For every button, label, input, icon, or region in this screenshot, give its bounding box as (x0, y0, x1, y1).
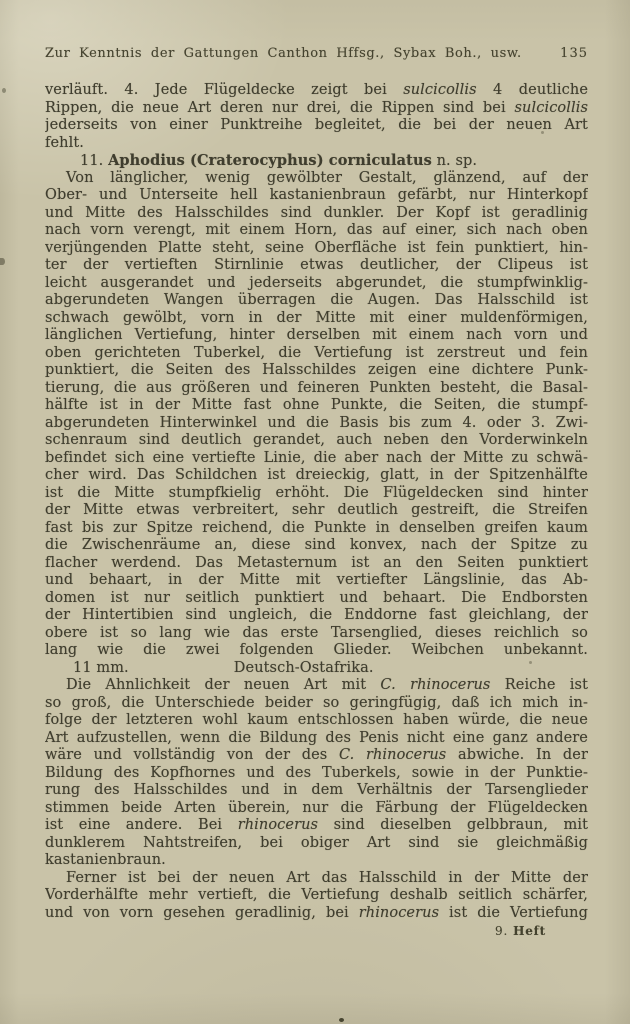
text-body (45, 82, 588, 922)
text-segment: abwiche. In der (446, 747, 588, 763)
text-line (45, 572, 588, 590)
text-segment: Art aufzustellen, wenn die Bildung des Penis nicht eine ganz andere (45, 729, 588, 746)
bold-species-name: Aphodius (Craterocyphus) corniculatus (108, 152, 432, 169)
text-line (45, 677, 588, 695)
text-line (45, 327, 588, 345)
text-segment: abgerundeten Hinterwinkel und die Basis bis zum 4. oder 3. Zwi- (45, 414, 588, 431)
text-segment: oben gerichteten Tuberkel, die Vertiefung ist zerstreut und fein (45, 344, 588, 361)
text-line (45, 537, 588, 555)
page-number: 135 (560, 46, 588, 61)
text-segment: und behaart, in der Mitte mit vertiefter Längslinie, das Ab- (45, 572, 588, 588)
text-segment: 11. (80, 153, 109, 169)
text-segment: wäre und vollständig von der des (45, 747, 339, 763)
text-line (45, 100, 588, 118)
text-segment: Bildung des Kopfhornes und des Tuberkels, sowie in der Punktie- (45, 764, 588, 781)
scan-artifact (529, 661, 532, 664)
text-segment: domen ist nur seitlich punktiert und behaart. Die Endborsten (45, 589, 588, 606)
text-segment: Ferner ist bei der neuen Art das Halsschild in der Mitte der (66, 869, 588, 886)
text-segment: der Mitte etwas verbreitert, sehr deutlich gestreift, die Streifen (45, 502, 588, 518)
text-segment: Ober- und Unterseite hell kastanienbraun gefärbt, nur Hinterkopf (45, 187, 588, 203)
italic-species-name: rhinocerus (358, 904, 440, 921)
text-segment: abgerundeten Wangen überragen die Augen. Das Halsschild ist (45, 292, 588, 308)
italic-species-name: sulcicollis (514, 99, 588, 116)
text-segment: 4 deutliche (476, 82, 588, 98)
text-line (45, 502, 588, 520)
text-line (45, 117, 588, 135)
text-segment: ist die Vertiefung (439, 904, 588, 921)
text-line (45, 380, 588, 398)
text-segment: kastanienbraun. (45, 852, 166, 868)
italic-species-name: C. rhinocerus (338, 747, 447, 763)
text-line (45, 870, 588, 888)
text-line (45, 730, 588, 748)
scan-artifact (541, 131, 544, 134)
text-segment: hälfte ist in der Mitte fast ohne Punkte, die Seiten, die stumpf- (45, 397, 588, 413)
text-line (45, 625, 588, 643)
scan-artifact (339, 1018, 344, 1022)
text-segment: fast bis zur Spitze reichend, die Punkte in denselben greifen kaum (45, 519, 588, 536)
text-segment: ist eine andere. Bei (45, 817, 238, 833)
text-segment: Die Ähnlichkeit der neuen Art mit (66, 677, 381, 693)
comparison-paragraph (45, 677, 588, 870)
text-line (45, 835, 588, 853)
text-segment: Vorderhälfte mehr vertieft, die Vertiefung deshalb seitlich schärfer, (45, 887, 588, 903)
measurement-locality-line (45, 660, 588, 678)
text-line (45, 257, 588, 275)
description-paragraph (45, 170, 588, 660)
text-line (45, 800, 588, 818)
text-segment: jederseits von einer Punktreihe begleitet, die bei der neuen Art (45, 117, 588, 133)
text-segment: punktiert, die Seiten des Halsschildes zeigen eine dichtere Punk- (45, 362, 588, 378)
text-line (45, 432, 588, 450)
paragraph-continuation (45, 82, 588, 152)
text-line (45, 82, 588, 100)
text-line (45, 782, 588, 800)
text-segment: dunklerem Nahtstreifen, bei obiger Art sind sie gleichmäßig (45, 834, 588, 851)
issue-number: 9. (495, 924, 509, 938)
text-segment: Deutsch-Ostafrika. (233, 659, 374, 676)
text-segment: flacher werdend. Das Metasternum ist an den Seiten punktiert (45, 554, 588, 571)
scan-artifact (2, 88, 6, 93)
text-line (45, 135, 588, 153)
text-segment: 11 mm. (73, 659, 129, 676)
italic-species-name: sulcicollis (403, 82, 477, 98)
text-line (45, 712, 588, 730)
text-segment: Reiche ist (490, 677, 588, 693)
text-line (45, 187, 588, 205)
text-segment: so groß, die Unterschiede beider so geringfügig, daß ich mich in- (45, 694, 588, 711)
text-line (45, 695, 588, 713)
text-line (45, 467, 588, 485)
text-segment: Rippen, die neue Art deren nur drei, die Rippen sind bei (45, 99, 515, 116)
text-segment: schwach gewölbt, vorn in der Mitte mit einer muldenförmigen, (45, 309, 588, 326)
text-segment: schenraum sind deutlich gerandet, auch neben den Vorderwinkeln (45, 432, 588, 448)
text-line (45, 205, 588, 223)
text-segment: der Hintertibien sind ungleich, die Enddorne fast gleichlang, der (45, 607, 588, 623)
text-segment: ter der vertieften Stirnlinie etwas deutlicher, der Clipeus ist (45, 257, 588, 273)
text-line (45, 275, 588, 293)
text-line (45, 660, 588, 678)
text-segment: leicht ausgerandet und jederseits abgerundet, die stumpfwinklig- (45, 274, 588, 291)
text-line (45, 240, 588, 258)
footer (495, 924, 546, 938)
text-segment: sind dieselben gelbbraun, mit (318, 817, 588, 833)
text-line (45, 362, 588, 380)
text-line (45, 450, 588, 468)
text-line (45, 590, 588, 608)
text-segment: lang wie die zwei folgenden Glieder. Weibchen unbekannt. (45, 642, 588, 658)
text-segment: befindet sich eine vertiefte Linie, die aber nach der Mitte zu schwä- (45, 449, 588, 466)
running-header-title: Zur Kenntnis der Gattungen Canthon Hffsg., Sybax Boh., usw. (45, 46, 522, 61)
text-segment: ist die Mitte stumpfkielig erhöht. Die Flügeldecken sind hinter (45, 484, 588, 501)
text-line (45, 905, 588, 923)
text-line (45, 397, 588, 415)
text-segment: fehlt. (45, 134, 84, 151)
text-line (45, 152, 588, 170)
text-segment: und Mitte des Halsschildes sind dunkler. Der Kopf ist geradlinig (45, 204, 588, 221)
text-line (45, 345, 588, 363)
text-segment: nach vorn verengt, mit einem Horn, das auf einer, sich nach oben (45, 222, 588, 238)
text-segment: cher wird. Das Schildchen ist dreieckig, glatt, in der Spitzenhälfte (45, 467, 588, 483)
text-line (45, 292, 588, 310)
text-line (45, 817, 588, 835)
text-segment: Von länglicher, wenig gewölbter Gestalt, glänzend, auf der (66, 169, 588, 186)
text-line (45, 887, 588, 905)
text-line (45, 310, 588, 328)
text-segment: und von vorn gesehen geradlinig, bei (45, 904, 359, 921)
text-line (45, 485, 588, 503)
text-line (45, 555, 588, 573)
text-line (45, 222, 588, 240)
issue-label: Heft (513, 924, 546, 938)
scan-artifact (0, 258, 5, 265)
text-segment: die Zwischenräume an, diese sind konvex, nach der Spitze zu (45, 537, 588, 553)
text-line (45, 415, 588, 433)
text-segment: n. sp. (431, 153, 478, 169)
text-line (45, 170, 588, 188)
italic-species-name: rhinocerus (237, 817, 319, 833)
final-paragraph (45, 870, 588, 923)
italic-species-name: C. rhinocerus (380, 677, 491, 693)
text-segment: länglichen Vertiefung, hinter derselben mit einem nach vorn und (45, 327, 588, 343)
text-line (45, 747, 588, 765)
text-segment: rung des Halsschildes und in dem Verhältnis der Tarsenglieder (45, 782, 588, 798)
text-line (45, 642, 588, 660)
text-segment: verjüngenden Platte steht, seine Oberfläche ist fein punktiert, hin- (45, 239, 588, 256)
text-segment: stimmen beide Arten überein, nur die Färbung der Flügeldecken (45, 799, 588, 816)
text-segment: folge der letzteren wohl kaum entschlossen haben würde, die neue (45, 712, 588, 728)
text-line (45, 607, 588, 625)
text-segment: obere ist so lang wie das erste Tarsenglied, dieses reichlich so (45, 624, 588, 641)
text-segment: tierung, die aus größeren und feineren Punkten besteht, die Basal- (45, 379, 588, 396)
text-line (45, 765, 588, 783)
running-header (45, 46, 588, 61)
text-line (45, 520, 588, 538)
species-heading (45, 152, 588, 170)
text-segment: verläuft. 4. Jede Flügeldecke zeigt bei (45, 82, 404, 98)
text-line (45, 852, 588, 870)
